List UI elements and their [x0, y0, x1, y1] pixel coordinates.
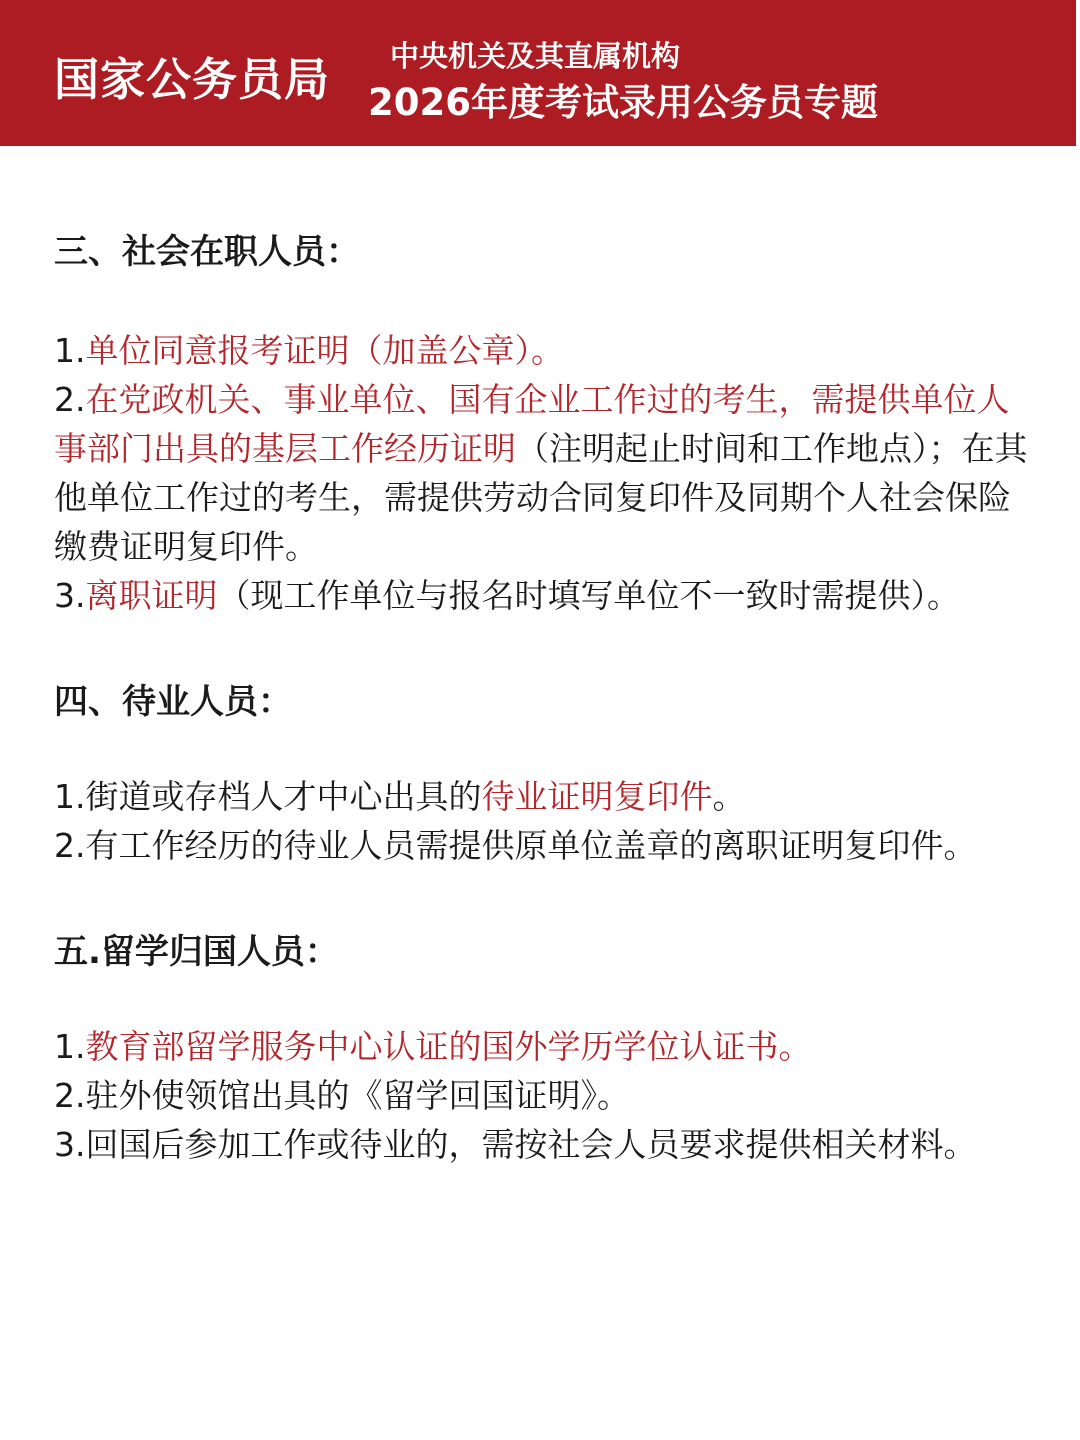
item-text: 1.街道或存档人才中心出具的 [54, 777, 482, 816]
item-list [54, 326, 1042, 620]
item-text: 1. [54, 331, 86, 370]
item-text: 1. [54, 1027, 86, 1066]
item-text: 。 [712, 777, 746, 816]
section [54, 676, 1042, 870]
section-title: 五.留学归国人员： [54, 932, 339, 972]
highlighted-text: 离职证明 [85, 576, 218, 615]
item-text: （注明起止时间和工作地点）；在其他单位工作过的考生，需提供劳动合同复印件及同期个人社会保险缴费证明复印件。 [54, 429, 1028, 566]
list-item [54, 772, 1042, 821]
section [54, 226, 1042, 620]
highlighted-text: 待业证明复印件 [481, 777, 713, 816]
item-text: 2.驻外使领馆出具的《留学回国证明》。 [54, 1076, 630, 1115]
list-item [54, 571, 1042, 620]
list-item [54, 326, 1042, 375]
list-item [54, 1120, 1042, 1169]
org-name: 国家公务员局 [54, 53, 331, 106]
header-title: 2026年度考试录用公务员专题 [368, 81, 878, 124]
item-text: 3.回国后参加工作或待业的，需按社会人员要求提供相关材料。 [54, 1125, 977, 1164]
header-subtitle: 中央机关及其直属机构 [390, 39, 681, 73]
list-item [54, 375, 1042, 571]
item-text: 2.有工作经历的待业人员需提供原单位盖章的离职证明复印件。 [54, 826, 977, 865]
highlighted-text: 教育部留学服务中心认证的国外学历学位认证书。 [85, 1027, 812, 1066]
section [54, 926, 1042, 1169]
item-text: 3. [54, 576, 86, 615]
section-title: 四、待业人员： [54, 682, 292, 722]
list-item [54, 1071, 1042, 1120]
item-list [54, 1022, 1042, 1169]
item-text: 2. [54, 380, 86, 419]
highlighted-text: 单位同意报考证明（加盖公章）。 [85, 331, 564, 370]
document-body [54, 226, 1042, 1225]
header-banner [0, 0, 1076, 146]
item-text: （现工作单位与报名时填写单位不一致时需提供）。 [217, 576, 960, 615]
highlighted-text: 在党政机关、事业单位、国有企业工作过的考生，需提供单位人事部门出具的基层工作经历证明 [54, 380, 1010, 468]
list-item [54, 821, 1042, 870]
list-item [54, 1022, 1042, 1071]
section-title: 三、社会在职人员： [54, 232, 360, 272]
item-list [54, 772, 1042, 870]
